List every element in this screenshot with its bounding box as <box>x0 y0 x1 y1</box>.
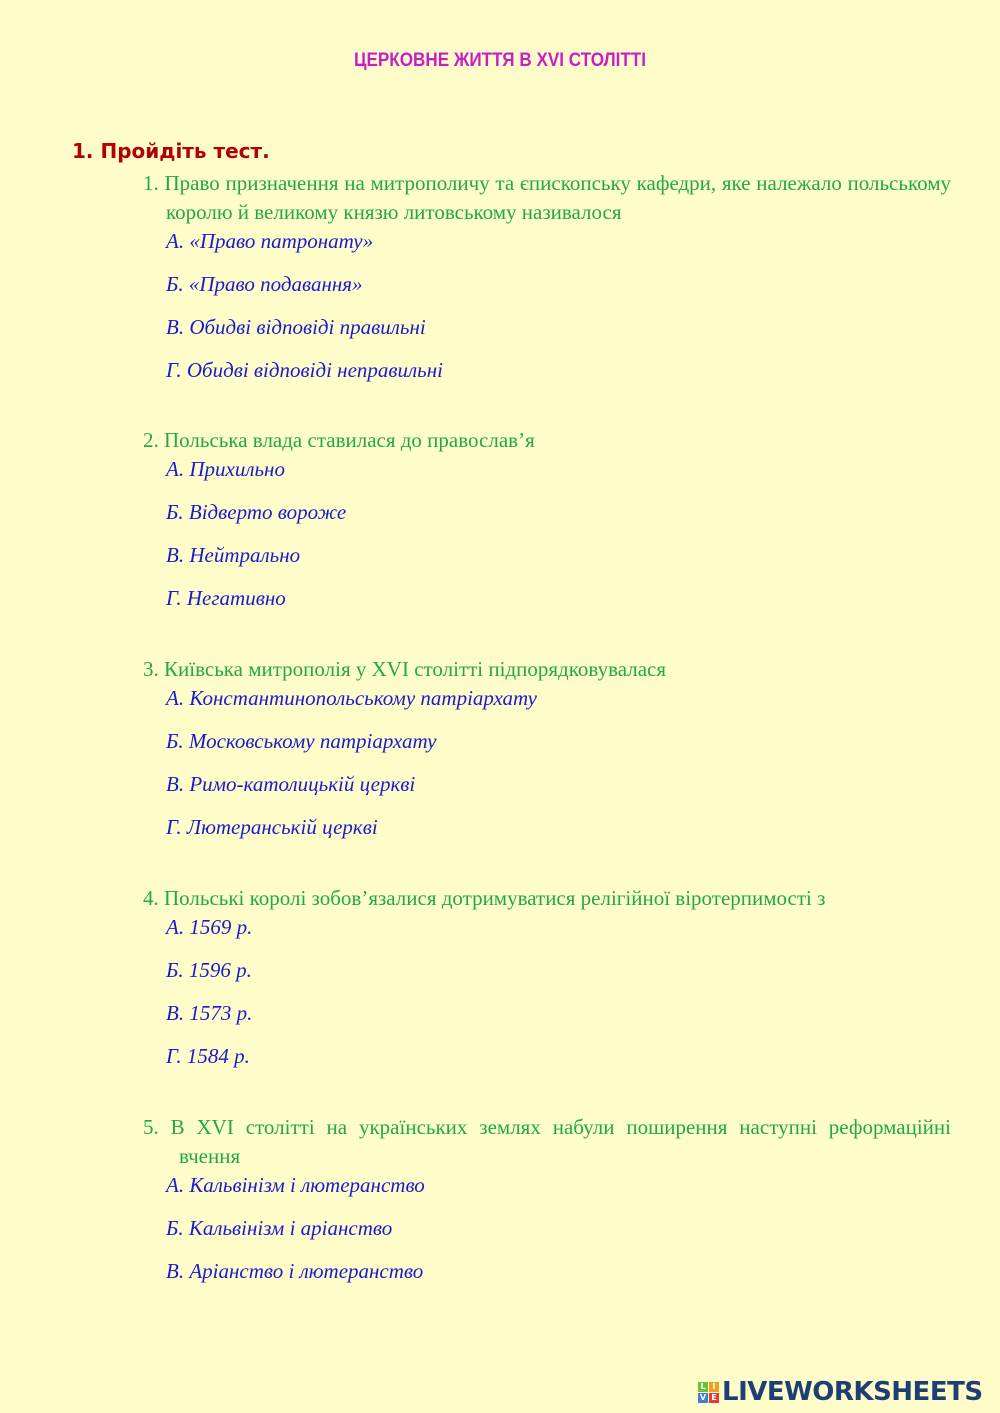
option[interactable]: В. Обидві відповіді правильні <box>166 315 426 339</box>
question-4 <box>143 884 951 1071</box>
option[interactable]: Г. Негативно <box>166 586 286 610</box>
liveworksheets-logo <box>698 1377 983 1407</box>
option[interactable]: Б. Відверто вороже <box>166 500 347 524</box>
option[interactable]: Б. «Право подавання» <box>166 272 363 296</box>
option[interactable]: А. «Право патронату» <box>166 229 374 253</box>
section-heading: 1. Пройдіть тест. <box>72 139 270 163</box>
logo-text: LIVEWORKSHEETS <box>722 1377 983 1407</box>
question-text: 5. В XVI столітті на українських землях набули поширення наступні реформаційні вчення <box>143 1115 951 1168</box>
option[interactable]: В. 1573 р. <box>166 1001 253 1025</box>
logo-letter: I <box>709 1382 719 1392</box>
option[interactable]: А. Кальвінізм і лютеранство <box>166 1173 425 1197</box>
option[interactable]: В. Римо-католицькій церкві <box>166 772 416 796</box>
option[interactable]: Г. Обидві відповіді неправильні <box>166 358 443 382</box>
option[interactable]: А. 1569 р. <box>166 915 253 939</box>
question-1 <box>143 169 951 385</box>
question-text: 3. Київська митрополія у XVI столітті підпорядковувалася <box>143 657 666 681</box>
logo-icon <box>698 1382 719 1403</box>
question-text: 4. Польські королі зобов’язалися дотримуватися релігійної віротерпимості з <box>143 886 826 910</box>
option[interactable]: Г. Лютеранській церкві <box>166 815 378 839</box>
question-text: 2. Польська влада ставилася до православ’я <box>143 428 535 452</box>
option[interactable]: Б. Кальвінізм і аріанство <box>166 1216 393 1240</box>
question-2 <box>143 426 951 613</box>
option[interactable]: А. Константинопольському патріархату <box>166 686 537 710</box>
option[interactable]: В. Аріанство і лютеранство <box>166 1259 424 1283</box>
logo-letter: E <box>709 1393 719 1403</box>
option[interactable]: А. Прихильно <box>166 457 285 481</box>
question-3 <box>143 655 951 842</box>
page-title: ЦЕРКОВНЕ ЖИТТЯ В XVI СТОЛІТТІ <box>354 50 646 71</box>
question-text: 1. Право призначення на митрополичу та єпископську кафедри, яке належало польському королю й великому князю литовському називалося <box>143 171 951 224</box>
option[interactable]: В. Нейтрально <box>166 543 301 567</box>
option[interactable]: Б. Московському патріархату <box>166 729 437 753</box>
option[interactable]: Г. 1584 р. <box>166 1044 250 1068</box>
question-5 <box>143 1113 951 1286</box>
logo-letter: V <box>699 1392 707 1402</box>
option[interactable]: Б. 1596 р. <box>166 958 252 982</box>
logo-letter: L <box>698 1382 708 1392</box>
